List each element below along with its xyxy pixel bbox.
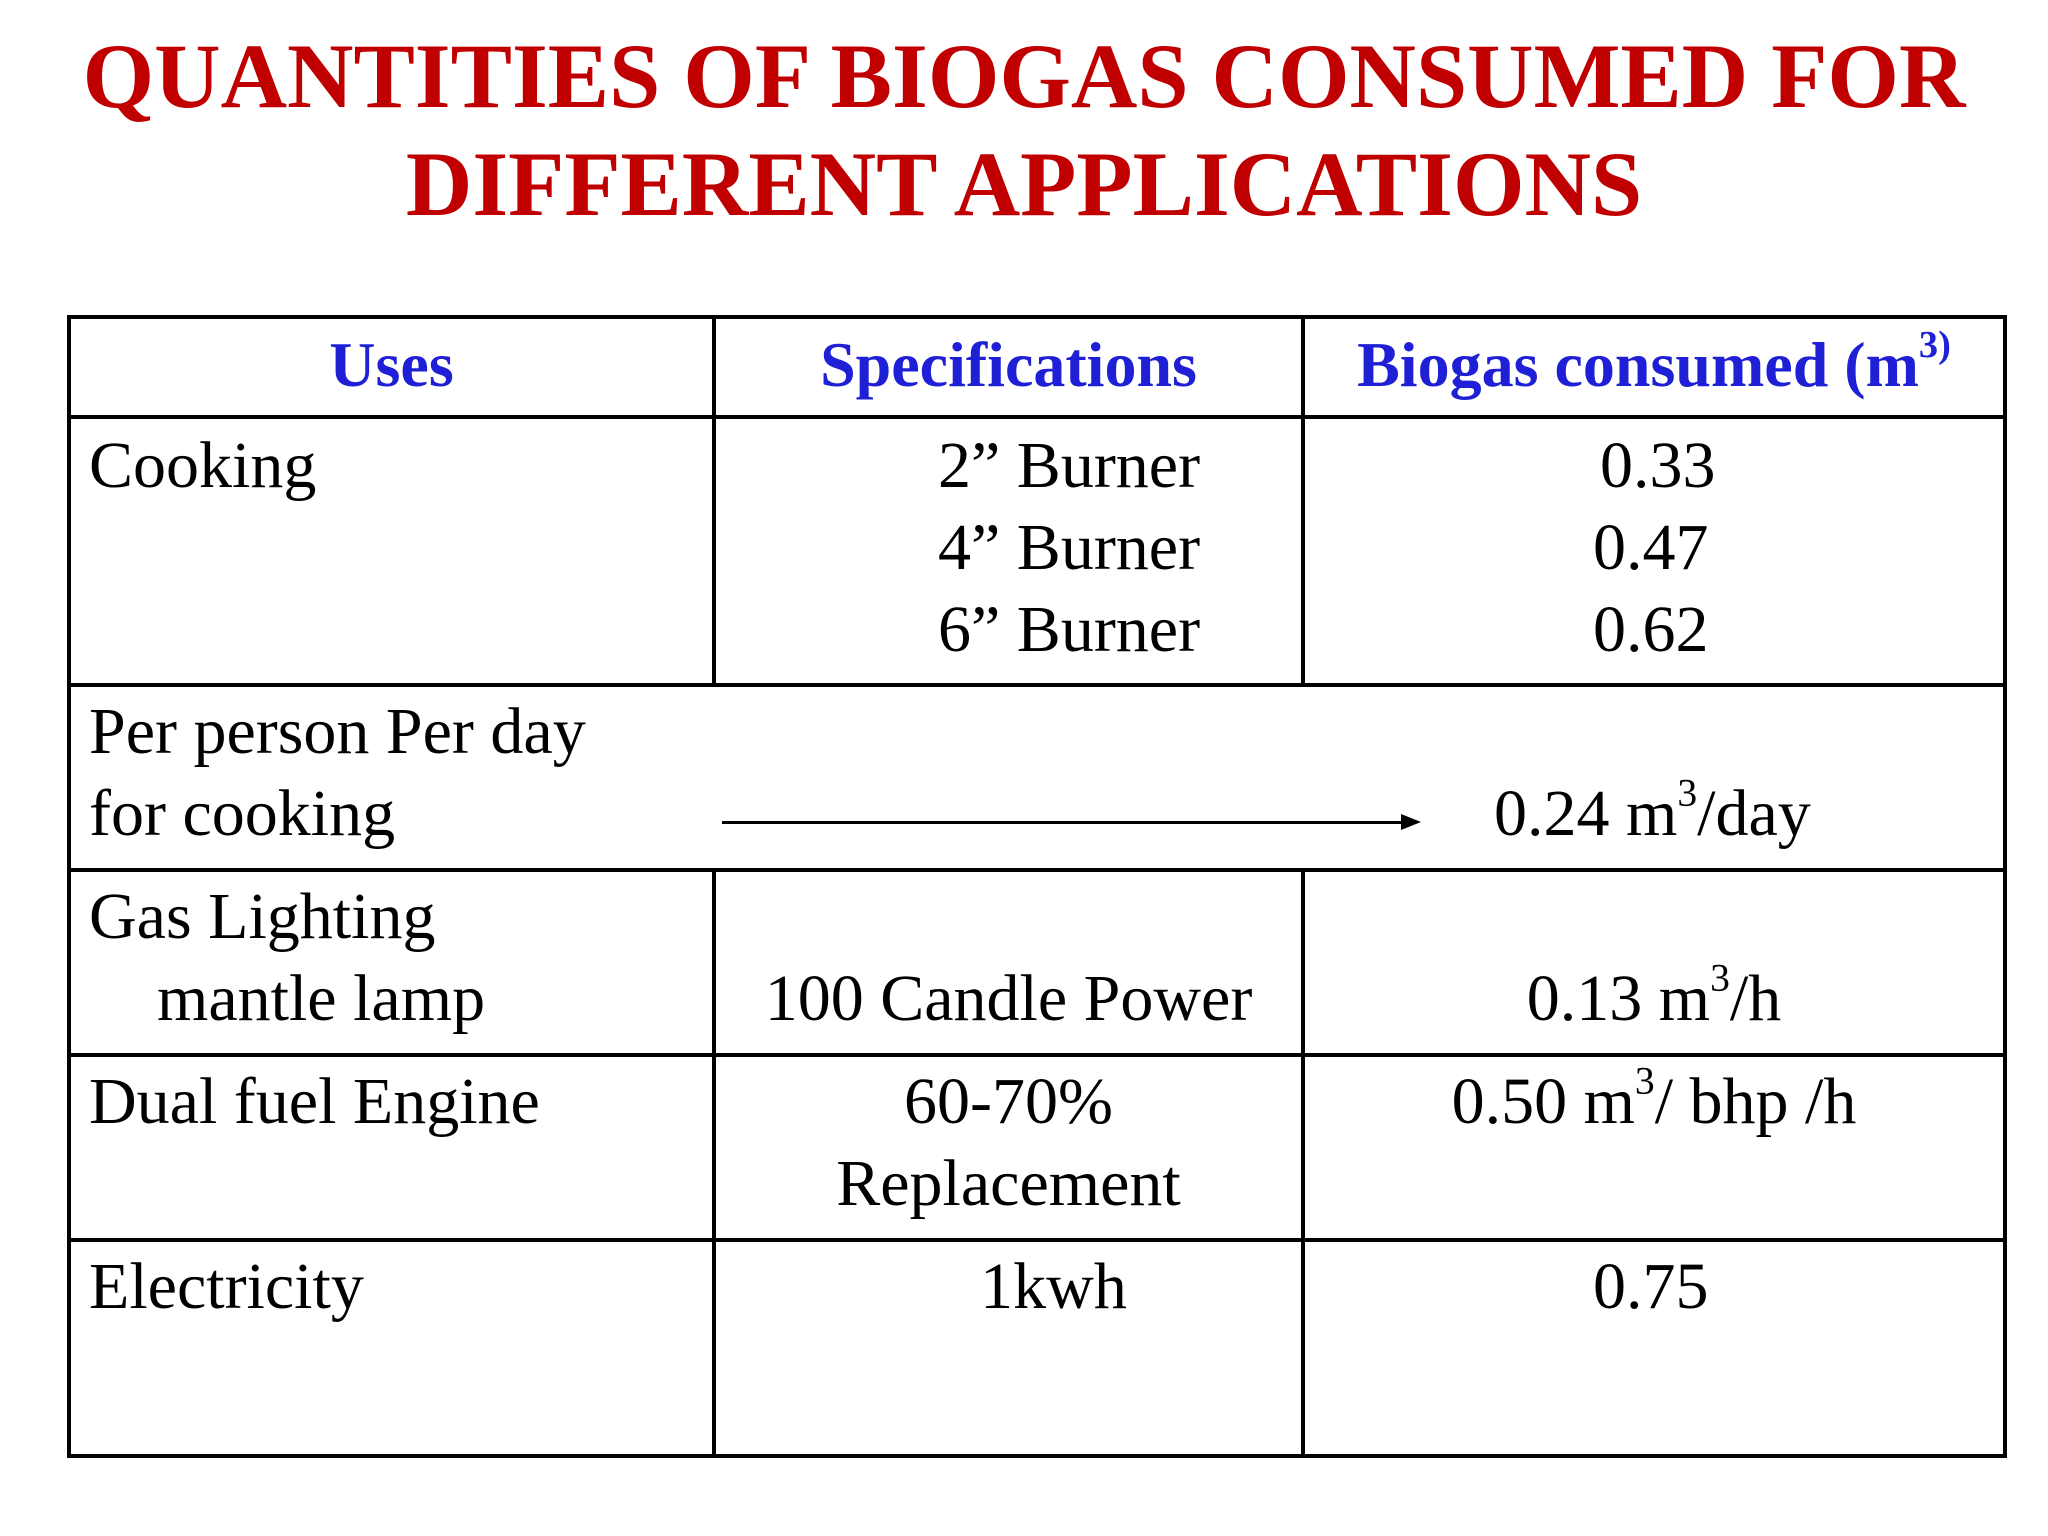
title-line-1: QUANTITIES OF BIOGAS CONSUMED FOR bbox=[82, 25, 1966, 127]
use-per-person-line-2: for cooking bbox=[89, 777, 396, 850]
value-per-person-sup: 3 bbox=[1677, 770, 1698, 815]
column-divider bbox=[1301, 868, 1305, 1458]
arrow-right-icon bbox=[722, 821, 1407, 824]
value-electricity: 0.75 bbox=[1593, 1250, 1709, 1323]
value-gas-lighting-unit: /h bbox=[1729, 962, 1782, 1035]
value-dual-fuel bbox=[1305, 1058, 2003, 1143]
use-electricity: Electricity bbox=[89, 1250, 364, 1323]
header-biogas-consumed bbox=[1305, 325, 2003, 405]
value-dual-fuel-sup: 3 bbox=[1634, 1058, 1655, 1103]
spec-candle-power: 100 Candle Power bbox=[764, 962, 1253, 1035]
use-per-person-line-1: Per person Per day bbox=[89, 695, 586, 768]
header-specifications: Specifications bbox=[820, 329, 1197, 400]
value-per-person bbox=[1494, 770, 1811, 855]
spec-dual-fuel-line-2: Replacement bbox=[836, 1147, 1181, 1220]
value-gas-lighting bbox=[1305, 955, 2003, 1040]
row-divider bbox=[67, 1053, 2007, 1057]
value-dual-fuel-unit: / bhp /h bbox=[1654, 1065, 1857, 1138]
biogas-table bbox=[67, 315, 2007, 1458]
arrow-head-icon bbox=[1401, 814, 1421, 830]
spec-dual-fuel-line-1: 60-70% bbox=[904, 1065, 1113, 1138]
spec-burner-2: 2” Burner bbox=[938, 429, 1201, 502]
spec-burner-4: 4” Burner bbox=[938, 511, 1201, 584]
row-divider bbox=[67, 1238, 2007, 1242]
value-burner-2: 0.33 bbox=[1600, 429, 1716, 502]
value-gas-lighting-main: 0.13 m bbox=[1526, 962, 1711, 1035]
header-uses: Uses bbox=[329, 329, 454, 400]
use-dual-fuel: Dual fuel Engine bbox=[89, 1065, 540, 1138]
use-cooking: Cooking bbox=[89, 429, 317, 502]
title-line-2: DIFFERENT APPLICATIONS bbox=[405, 133, 1643, 235]
value-per-person-unit: /day bbox=[1697, 777, 1811, 850]
spec-electricity: 1kwh bbox=[980, 1250, 1127, 1323]
value-dual-fuel-main: 0.50 m bbox=[1451, 1065, 1635, 1138]
header-divider bbox=[67, 415, 2007, 419]
value-burner-6: 0.62 bbox=[1593, 593, 1709, 666]
row-divider bbox=[67, 683, 2007, 687]
page-title bbox=[0, 22, 2048, 238]
row-divider bbox=[67, 868, 2007, 872]
value-gas-lighting-sup: 3 bbox=[1710, 955, 1730, 1000]
value-burner-4: 0.47 bbox=[1593, 511, 1709, 584]
header-biogas-sup: 3) bbox=[1918, 324, 1951, 367]
use-gas-lighting-line-1: Gas Lighting bbox=[89, 880, 436, 953]
spec-burner-6: 6” Burner bbox=[938, 593, 1201, 666]
header-biogas-text: Biogas consumed (m bbox=[1357, 329, 1919, 400]
use-gas-lighting-line-2: mantle lamp bbox=[157, 962, 486, 1035]
value-per-person-main: 0.24 m bbox=[1494, 777, 1678, 850]
